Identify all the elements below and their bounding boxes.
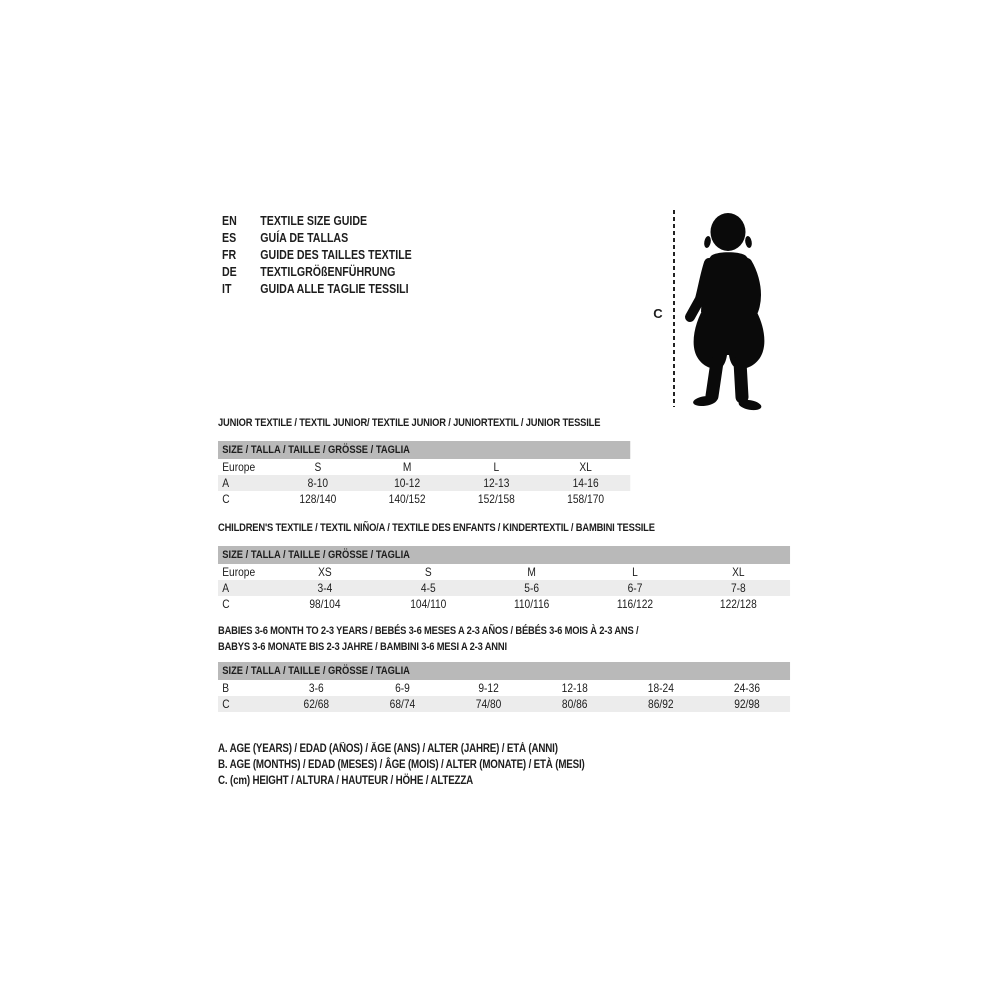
table-cell: XL [732, 565, 745, 579]
table-cell: 110/116 [513, 597, 550, 611]
row-label: Europe [222, 460, 256, 474]
table-row [218, 491, 630, 507]
language-title-list [222, 213, 412, 298]
babies-textile-table [218, 680, 790, 712]
table-cell: XL [579, 460, 592, 474]
row-label: Europe [222, 565, 256, 579]
childrens-textile-section [218, 520, 790, 612]
footnote-legend [218, 741, 585, 789]
table-row [218, 580, 790, 596]
table-cell: XS [318, 565, 332, 579]
guide-title-de: TEXTILGRÖßENFÜHRUNG [260, 265, 396, 279]
junior-textile-section [218, 415, 630, 507]
table-cell: 68/74 [389, 697, 416, 711]
table-title-line: CHILDREN'S TEXTILE / TEXTIL NIÑO/A / TEXTILE DES ENFANTS / KINDERTEXTIL / BAMBINI TESSILE [218, 522, 655, 534]
table-row [218, 680, 790, 696]
table-cell: 128/140 [299, 492, 337, 506]
table-cell: 6-9 [395, 681, 410, 695]
table-row [218, 475, 630, 491]
junior-textile-title [218, 415, 630, 431]
table-cell: 12-18 [561, 681, 588, 695]
table-cell: 74/80 [475, 697, 502, 711]
footnote-height-cm: C. (cm) HEIGHT / ALTURA / HAUTEUR / HÖHE / ALTEZZA [218, 775, 474, 787]
table-cell: 18-24 [647, 681, 674, 695]
table-row [218, 459, 630, 475]
height-measure-label: C [653, 306, 663, 321]
table-cell: 9-12 [478, 681, 499, 695]
table-title-line: BABIES 3-6 MONTH TO 2-3 YEARS / BEBÉS 3-6 MESES A 2-3 AÑOS / BÉBÉS 3-6 MOIS À 2-3 ANS / [218, 625, 639, 637]
table-cell: 158/170 [567, 492, 605, 506]
junior-textile-table [218, 459, 630, 507]
language-code: ES [222, 231, 237, 245]
language-row [222, 264, 412, 281]
table-cell: 152/158 [477, 492, 515, 506]
size-header-bar: SIZE / TALLA / TAILLE / GRÖSSE / TAGLIA [218, 546, 790, 564]
row-label: B [222, 681, 230, 695]
row-label: C [222, 597, 230, 611]
footnote-age-years: A. AGE (YEARS) / EDAD (AÑOS) / ÂGE (ANS) / ALTER (JAHRE) / ETÀ (ANNI) [218, 743, 558, 755]
table-cell: L [632, 565, 638, 579]
language-row [222, 213, 412, 230]
table-cell: 98/104 [309, 597, 341, 611]
table-title-line: JUNIOR TEXTILE / TEXTIL JUNIOR/ TEXTILE JUNIOR / JUNIORTEXTIL / JUNIOR TESSILE [218, 417, 601, 429]
table-row [218, 596, 790, 612]
table-cell: 7-8 [730, 581, 746, 595]
language-row [222, 230, 412, 247]
table-cell: 14-16 [572, 476, 599, 490]
table-cell: M [402, 460, 412, 474]
table-cell: 24-36 [733, 681, 761, 695]
language-code: DE [222, 265, 237, 279]
table-cell: S [424, 565, 432, 579]
height-dashed-line [673, 210, 675, 407]
table-cell: 62/68 [303, 697, 330, 711]
table-cell: 4-5 [420, 581, 436, 595]
table-title-line: BABYS 3-6 MONATE BIS 2-3 JAHRE / BAMBINI 3-6 MESI A 2-3 ANNI [218, 641, 507, 653]
size-header-bar: SIZE / TALLA / TAILLE / GRÖSSE / TAGLIA [218, 662, 790, 680]
language-code: FR [222, 248, 237, 262]
table-cell: 6-7 [627, 581, 643, 595]
row-label: A [222, 581, 230, 595]
table-cell: 92/98 [734, 697, 760, 711]
guide-title-en: TEXTILE SIZE GUIDE [260, 214, 368, 228]
table-row [218, 564, 790, 580]
table-row [218, 696, 790, 712]
table-cell: 122/128 [719, 597, 757, 611]
guide-title-es: GUÍA DE TALLAS [260, 231, 349, 245]
table-cell: 116/122 [616, 597, 654, 611]
table-cell: M [527, 565, 536, 579]
table-cell: 86/92 [648, 697, 674, 711]
language-code: EN [222, 214, 237, 228]
table-cell: 12-13 [483, 476, 510, 490]
row-label: A [222, 476, 230, 490]
guide-title-it: GUIDA ALLE TAGLIE TESSILI [260, 282, 409, 296]
childrens-textile-table [218, 564, 790, 612]
size-header-bar: SIZE / TALLA / TAILLE / GRÖSSE / TAGLIA [218, 441, 630, 459]
table-cell: S [314, 460, 322, 474]
babies-textile-title [218, 623, 790, 655]
language-row [222, 247, 412, 264]
language-code: IT [222, 282, 232, 296]
row-label: C [222, 492, 230, 506]
table-cell: 140/152 [388, 492, 426, 506]
table-cell: 3-6 [308, 681, 324, 695]
guide-title-fr: GUIDE DES TAILLES TEXTILE [260, 248, 412, 262]
language-row [222, 281, 412, 298]
table-cell: 8-10 [307, 476, 329, 490]
table-cell: 104/110 [410, 597, 447, 611]
table-cell: L [493, 460, 500, 474]
row-label: C [222, 697, 230, 711]
childrens-textile-title [218, 520, 790, 536]
table-cell: 80/86 [561, 697, 588, 711]
babies-textile-section [218, 623, 790, 712]
table-cell: 10-12 [394, 476, 421, 490]
footnote-age-months: B. AGE (MONTHS) / EDAD (MESES) / ÂGE (MOIS) / ALTER (MONATE) / ETÀ (MESI) [218, 759, 585, 771]
table-cell: 3-4 [317, 581, 333, 595]
table-cell: 5-6 [524, 581, 540, 595]
toddler-silhouette-icon [680, 200, 790, 415]
